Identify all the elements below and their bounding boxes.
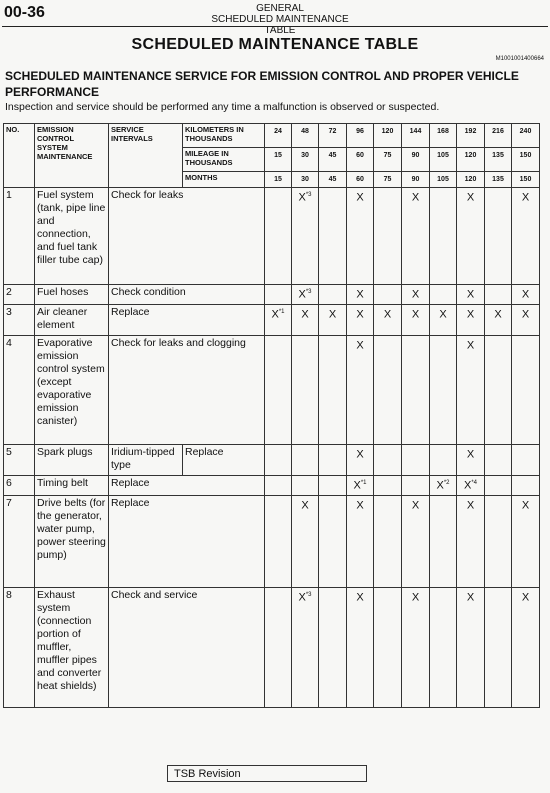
mileage-value: 30 (292, 148, 319, 172)
km-value: 48 (292, 124, 319, 148)
schedule-cell (374, 588, 402, 708)
schedule-cell (485, 285, 512, 305)
service-mark: X (356, 339, 364, 352)
row-interval: Check for leaks and clogging (109, 336, 265, 445)
schedule-cell (374, 445, 402, 476)
schedule-cell (265, 588, 292, 708)
service-mark: X (301, 499, 309, 512)
service-mark: X (383, 308, 392, 321)
schedule-cell (402, 445, 430, 476)
schedule-cell (292, 336, 319, 445)
service-mark: X (298, 288, 306, 301)
schedule-cell (347, 285, 374, 305)
schedule-cell (485, 336, 512, 445)
schedule-cell (319, 336, 347, 445)
service-mark: X (466, 308, 475, 321)
footnote-ref: *3 (305, 192, 312, 198)
schedule-cell (430, 285, 457, 305)
table-row (4, 188, 540, 285)
schedule-cell (485, 476, 512, 496)
mileage-value: 15 (265, 148, 292, 172)
col-header-item: EMISSION CONTROL SYSTEM MAINTENANCE (35, 124, 109, 188)
mileage-label: MILEAGE IN THOUSANDS (183, 148, 265, 172)
row-item: Air cleaner element (35, 305, 109, 336)
schedule-cell (512, 476, 540, 496)
service-mark: X (466, 288, 475, 301)
schedule-cell (347, 588, 374, 708)
row-item: Drive belts (for the generator, water pump, power steering pump) (35, 496, 109, 588)
months-value: 90 (402, 172, 430, 188)
service-mark: X (298, 591, 306, 604)
row-interval: Check and service (109, 588, 265, 708)
row-number: 5 (4, 445, 35, 476)
months-value: 45 (319, 172, 347, 188)
schedule-cell (347, 496, 374, 588)
row-item: Fuel system (tank, pipe line and connection, and fuel tank filler tube cap) (35, 188, 109, 285)
km-value: 144 (402, 124, 430, 148)
section-subtitle: SCHEDULED MAINTENANCE SERVICE FOR EMISSION CONTROL AND PROPER VEHICLE PERFORMANCE (5, 69, 519, 99)
service-mark: X (411, 191, 420, 204)
service-mark: X (436, 479, 444, 492)
service-mark: X (411, 288, 420, 301)
schedule-cell (457, 285, 485, 305)
row-number: 8 (4, 588, 35, 708)
schedule-cell (292, 188, 319, 285)
row-interval: Check condition (109, 285, 265, 305)
row-item: Evaporative emission control system (except evaporative emission canister) (35, 336, 109, 445)
table-row (4, 496, 540, 588)
row-interval: Replace (109, 496, 265, 588)
row-number: 7 (4, 496, 35, 588)
service-mark: X (521, 591, 530, 604)
schedule-cell (319, 285, 347, 305)
page-title: SCHEDULED MAINTENANCE TABLE (131, 36, 419, 53)
service-mark: X (521, 288, 530, 301)
subsection-heading: SCHEDULED MAINTENANCE TABLE (211, 14, 349, 36)
row-number: 4 (4, 336, 35, 445)
page-number: 00-36 (4, 4, 45, 21)
table-row (4, 476, 540, 496)
schedule-cell (402, 188, 430, 285)
table-row (4, 588, 540, 708)
schedule-cell (512, 305, 540, 336)
service-mark: X (356, 591, 364, 604)
service-mark: X (271, 308, 279, 321)
schedule-cell (485, 445, 512, 476)
km-value: 216 (485, 124, 512, 148)
schedule-cell (374, 336, 402, 445)
service-mark: X (466, 191, 475, 204)
service-mark: X (521, 308, 530, 321)
schedule-cell (457, 188, 485, 285)
row-item: Timing belt (35, 476, 109, 496)
schedule-cell (265, 285, 292, 305)
service-mark: X (463, 479, 472, 492)
schedule-cell (319, 588, 347, 708)
schedule-cell (457, 336, 485, 445)
km-label: KILOMETERS IN THOUSANDS (183, 124, 265, 148)
service-mark: X (353, 479, 361, 492)
schedule-cell (512, 188, 540, 285)
schedule-cell (265, 305, 292, 336)
schedule-cell (319, 445, 347, 476)
footnote-ref: *3 (305, 592, 312, 598)
service-mark: X (521, 191, 530, 204)
schedule-cell (319, 476, 347, 496)
schedule-cell (374, 496, 402, 588)
months-value: 150 (512, 172, 540, 188)
schedule-cell (265, 496, 292, 588)
schedule-cell (402, 305, 430, 336)
service-mark: X (328, 308, 337, 321)
mileage-value: 75 (374, 148, 402, 172)
service-mark: X (411, 591, 420, 604)
months-value: 75 (374, 172, 402, 188)
schedule-cell (485, 305, 512, 336)
schedule-cell (457, 496, 485, 588)
schedule-cell (485, 588, 512, 708)
row-number: 6 (4, 476, 35, 496)
schedule-cell (347, 305, 374, 336)
service-mark: X (356, 499, 364, 512)
footnote-ref: *1 (360, 480, 367, 486)
schedule-cell (430, 496, 457, 588)
schedule-cell (430, 476, 457, 496)
row-number: 3 (4, 305, 35, 336)
row-number: 1 (4, 188, 35, 285)
mileage-value: 105 (430, 148, 457, 172)
table-row (4, 445, 540, 476)
schedule-cell (292, 496, 319, 588)
row-interval: Replace (183, 445, 265, 476)
km-value: 24 (265, 124, 292, 148)
schedule-cell (430, 445, 457, 476)
months-value: 105 (430, 172, 457, 188)
row-item: Spark plugs (35, 445, 109, 476)
schedule-cell (347, 476, 374, 496)
schedule-cell (512, 496, 540, 588)
months-value: 60 (347, 172, 374, 188)
months-value: 15 (265, 172, 292, 188)
mileage-value: 150 (512, 148, 540, 172)
row-item: Exhaust system (connection portion of muffler, muffler pipes and converter heat shields) (35, 588, 109, 708)
header-rule (2, 26, 548, 27)
mileage-value: 60 (347, 148, 374, 172)
service-mark: X (411, 308, 420, 321)
table-row (4, 285, 540, 305)
service-mark: X (301, 308, 309, 321)
service-mark: X (411, 499, 420, 512)
row-number: 2 (4, 285, 35, 305)
footnote-ref: *4 (471, 480, 477, 486)
schedule-cell (430, 336, 457, 445)
service-mark: X (356, 288, 364, 301)
months-value: 135 (485, 172, 512, 188)
schedule-cell (265, 445, 292, 476)
row-interval-type: Iridium-tipped type (109, 445, 183, 476)
km-value: 168 (430, 124, 457, 148)
service-mark: X (494, 308, 502, 321)
schedule-cell (430, 588, 457, 708)
schedule-cell (292, 445, 319, 476)
footnote-ref: *2 (443, 480, 450, 486)
schedule-cell (265, 188, 292, 285)
schedule-cell (374, 285, 402, 305)
schedule-cell (457, 305, 485, 336)
mileage-value: 120 (457, 148, 485, 172)
schedule-cell (402, 588, 430, 708)
col-header-interval: SERVICE INTERVALS (109, 124, 183, 188)
schedule-cell (319, 305, 347, 336)
schedule-cell (374, 305, 402, 336)
schedule-cell (374, 476, 402, 496)
service-mark: X (356, 308, 364, 321)
footnote-ref: *1 (278, 309, 285, 315)
header-row-km (4, 124, 540, 148)
inspection-note: Inspection and service should be performed any time a malfunction is observed or suspected. (5, 101, 440, 113)
maintenance-table (3, 123, 540, 708)
mileage-value: 135 (485, 148, 512, 172)
row-interval: Replace (109, 476, 265, 496)
service-mark: X (466, 591, 475, 604)
schedule-cell (430, 305, 457, 336)
schedule-cell (292, 305, 319, 336)
km-value: 240 (512, 124, 540, 148)
service-mark: X (298, 191, 306, 204)
mileage-value: 45 (319, 148, 347, 172)
schedule-cell (485, 496, 512, 588)
schedule-cell (457, 476, 485, 496)
schedule-cell (402, 496, 430, 588)
schedule-cell (347, 445, 374, 476)
schedule-cell (319, 188, 347, 285)
schedule-cell (265, 336, 292, 445)
schedule-cell (347, 336, 374, 445)
service-mark: X (521, 499, 530, 512)
schedule-cell (402, 336, 430, 445)
row-interval: Check for leaks (109, 188, 265, 285)
km-value: 192 (457, 124, 485, 148)
schedule-cell (265, 476, 292, 496)
table-row (4, 305, 540, 336)
schedule-cell (430, 188, 457, 285)
schedule-cell (512, 285, 540, 305)
schedule-cell (292, 588, 319, 708)
months-value: 120 (457, 172, 485, 188)
schedule-cell (292, 285, 319, 305)
footnote-ref: *3 (305, 289, 312, 295)
tsb-revision-box: TSB Revision (167, 765, 367, 782)
service-mark: X (356, 191, 364, 204)
km-value: 120 (374, 124, 402, 148)
mileage-value: 90 (402, 148, 430, 172)
schedule-cell (457, 445, 485, 476)
service-mark: X (466, 448, 475, 461)
schedule-cell (402, 285, 430, 305)
months-label: MONTHS (183, 172, 265, 188)
schedule-cell (485, 188, 512, 285)
row-item: Fuel hoses (35, 285, 109, 305)
schedule-cell (402, 476, 430, 496)
schedule-cell (347, 188, 374, 285)
service-mark: X (466, 339, 475, 352)
table-row (4, 336, 540, 445)
service-mark: X (439, 308, 447, 321)
schedule-cell (319, 496, 347, 588)
col-header-no: NO. (4, 124, 35, 188)
months-value: 30 (292, 172, 319, 188)
schedule-cell (512, 445, 540, 476)
schedule-cell (457, 588, 485, 708)
schedule-cell (374, 188, 402, 285)
service-mark: X (466, 499, 475, 512)
km-value: 72 (319, 124, 347, 148)
row-interval: Replace (109, 305, 265, 336)
document-code: M1001001400664 (495, 56, 544, 62)
schedule-cell (512, 336, 540, 445)
section-heading: GENERAL (256, 3, 304, 14)
km-value: 96 (347, 124, 374, 148)
service-mark: X (356, 448, 364, 461)
schedule-cell (512, 588, 540, 708)
schedule-cell (292, 476, 319, 496)
